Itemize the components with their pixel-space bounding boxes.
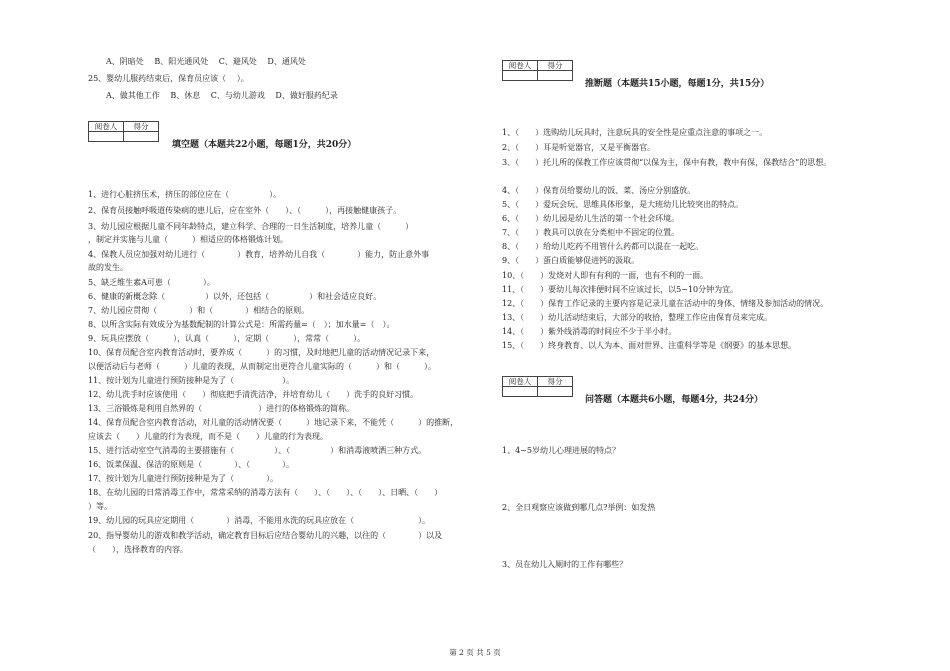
page-footer: 第 2 页 共 5 页 <box>449 648 501 657</box>
judge-line: 15、（ ）终身教育、以人为本、面对世界、注重科学等是《纲要》的基本思想。 <box>502 341 797 350</box>
grader-cell <box>89 132 124 142</box>
fill-line: 20、指导婴幼儿的游戏和教学活动，确定教育目标后应结合婴幼儿的兴趣，以往的（ ）以及 <box>88 531 443 540</box>
score-label: 得分 <box>538 377 573 387</box>
grader-cell <box>503 71 538 81</box>
fill-line: 17、按计划为儿童进行预防接种是为了（ ）。 <box>88 474 279 483</box>
qa-question: 1、4~5岁幼儿心理进展的特点？ <box>502 446 620 455</box>
grader-label: 阅卷人 <box>89 122 124 132</box>
qa-question: 3、员在幼儿入厕时的工作有哪些？ <box>502 560 628 569</box>
grader-cell <box>503 387 538 397</box>
fill-line: 应该去（ ）儿童的行为表现，而不是（ ）儿童的行为表现。 <box>88 432 328 441</box>
judge-line: 14、（ ）紫外线消毒的时间应不少于半小时。 <box>502 327 677 336</box>
judge-line: 5、（ ）爱玩会玩、思维具体形象，是大班幼儿比较突出的特点。 <box>502 200 744 209</box>
fill-line: （ ），选择教育的内容。 <box>88 545 188 554</box>
score-label: 得分 <box>124 122 159 132</box>
qa-question: 2、全日观察应该做到哪几点?举例：如发热 <box>502 503 656 512</box>
score-cell <box>538 387 573 397</box>
judge-line: 6、（ ）幼儿园是幼儿生活的第一个社会环境。 <box>502 214 680 223</box>
score-table-judge <box>502 60 573 81</box>
fill-line: 4、保教人员应加强对幼儿进行（ ）教育，培养幼儿自我（ ）能力，防止意外事 <box>88 250 430 259</box>
judge-line: 12、（ ）保育工作记录的主要内容是记录儿童在活动中的身体、情绪及参加活动的情况。 <box>502 299 829 308</box>
fill-line: 6、健康的新概念除（ ）以外，还包括（ ）和社会适应良好。 <box>88 292 382 301</box>
grader-label: 阅卷人 <box>503 61 538 71</box>
fill-line: 1、进行心脏挤压术，挤压的部位应在（ ）。 <box>88 190 282 199</box>
fill-line: 以便活动后与老师（ ）儿童的表现，从而制定出更符合儿童实际的（ ）和（ ）。 <box>88 362 436 371</box>
fill-line: 15、进行活动室空气消毒的主要措施有（ ）、（ ）和消毒液喷洒三种方式。 <box>88 446 427 455</box>
question-25-options: A、做其他工作 B、休息 C、与幼儿游戏 D、做好服药纪录 <box>106 91 338 100</box>
score-table-fill <box>88 121 159 142</box>
fill-line: 故的发生。 <box>88 263 128 272</box>
fill-line: 5、缺乏维生素A可患（ ）。 <box>88 278 215 287</box>
fill-line: 3、幼儿园应根据儿童不同年龄特点，建立科学、合理的一日生活制度，培养儿童（ ） <box>88 222 414 231</box>
question-25: 25、婴幼儿服药结束后，保育员应该（ ）。 <box>88 74 249 83</box>
judge-section-title: 推断题（本题共15小题，每题1分，共15分） <box>585 79 770 89</box>
fill-line: 11、按计划为儿童进行预防接种是为了（ ）。 <box>88 376 295 385</box>
qa-section-title: 问答题（本题共6小题，每题4分，共24分） <box>585 395 764 405</box>
grader-label: 阅卷人 <box>503 377 538 387</box>
judge-line: 9、（ ）蛋白质能够促进钙的汲取。 <box>502 256 640 265</box>
fill-line: 16、饭菜保温、保洁的原则是（ ）、（ ）。 <box>88 460 295 469</box>
judge-line: 7、（ ）教具可以放在分类柜中不固定的位置。 <box>502 228 680 237</box>
judge-line: 10、（ ）发烧对人即有有利的一面，也有不利的一面。 <box>502 271 709 280</box>
fill-line: 2、保育员接触呼吸道传染病的患儿后，应在室外（ ）、（ ），再接触健康孩子。 <box>88 206 402 215</box>
judge-line: 4、（ ）保育员给婴幼儿的饭、菜、汤应分别盛放。 <box>502 186 696 195</box>
judge-line: 13、（ ）幼儿活动结束后，大部分的收拾，整理工作应由保育员来完成。 <box>502 313 773 322</box>
fill-line: 8、以所含实际有效成分为基数配制的计算公式是：所需药量=（ ）；加水量=（ ）。 <box>88 320 395 329</box>
fill-line: ，制定并实施与儿童（ ）相适应的体格锻炼计划。 <box>88 235 288 244</box>
score-label: 得分 <box>538 61 573 71</box>
fill-line: 10、保育员配合室内教育活动时，要养成（ ）的习惯，及时地把儿童的活动情况记录下来， <box>88 348 435 357</box>
score-cell <box>538 71 573 81</box>
fill-line: 18、在幼儿园的日常消毒工作中，常常采纳的消毒方法有（ ）、（ ）、（ ）、日晒、（ ） <box>88 488 443 497</box>
judge-line: 8、（ ）给幼儿吃药不用管什么药都可以混在一起吃。 <box>502 242 704 251</box>
fill-line: 12、幼儿洗手时应该使用（ ）彻底把手清洗洁净，并培育幼儿（ ）洗手的良好习惯。 <box>88 390 419 399</box>
fill-line: 7、幼儿园应贯彻（ ）和（ ）相结合的原则。 <box>88 306 310 315</box>
fill-section-title: 填空题（本题共22小题，每题1分，共20分） <box>172 140 357 150</box>
judge-line: 1、（ ）选购幼儿玩具时，注意玩具的安全性是应重点注意的事项之一。 <box>502 128 768 137</box>
fill-line: ）等。 <box>88 502 112 511</box>
score-table-qa <box>502 376 573 397</box>
score-cell <box>124 132 159 142</box>
fill-line: 13、三浴锻炼是利用自然界的（ ）进行的体格锻炼的简称。 <box>88 404 355 413</box>
fill-line: 9、玩具应摆放（ ），认真（ ），定期（ ），常常（ ）。 <box>88 334 366 343</box>
fill-line: 19、幼儿园的玩具应定期用（ ）消毒，不能用水洗的玩具应放在（ ）。 <box>88 516 431 525</box>
judge-line: 2、（ ）耳是听觉器官，又是平衡器官。 <box>502 143 656 152</box>
fill-line: 14、保育员配合室内教育活动，对儿童的活动情况要（ ）地记录下来，不能凭（ ）的推断， <box>88 418 459 427</box>
question-24-options: A、阴暗处 B、阳光通风处 C、避风处 D、通风处 <box>106 57 306 66</box>
judge-line: 11、（ ）要幼儿每次排便时间不应该过长，以5~10分钟为宜。 <box>502 285 739 294</box>
judge-line: 3、（ ）托儿所的保教工作应该贯彻“以保为主，保中有教，教中有保，保教结合”的思想。 <box>502 158 832 167</box>
